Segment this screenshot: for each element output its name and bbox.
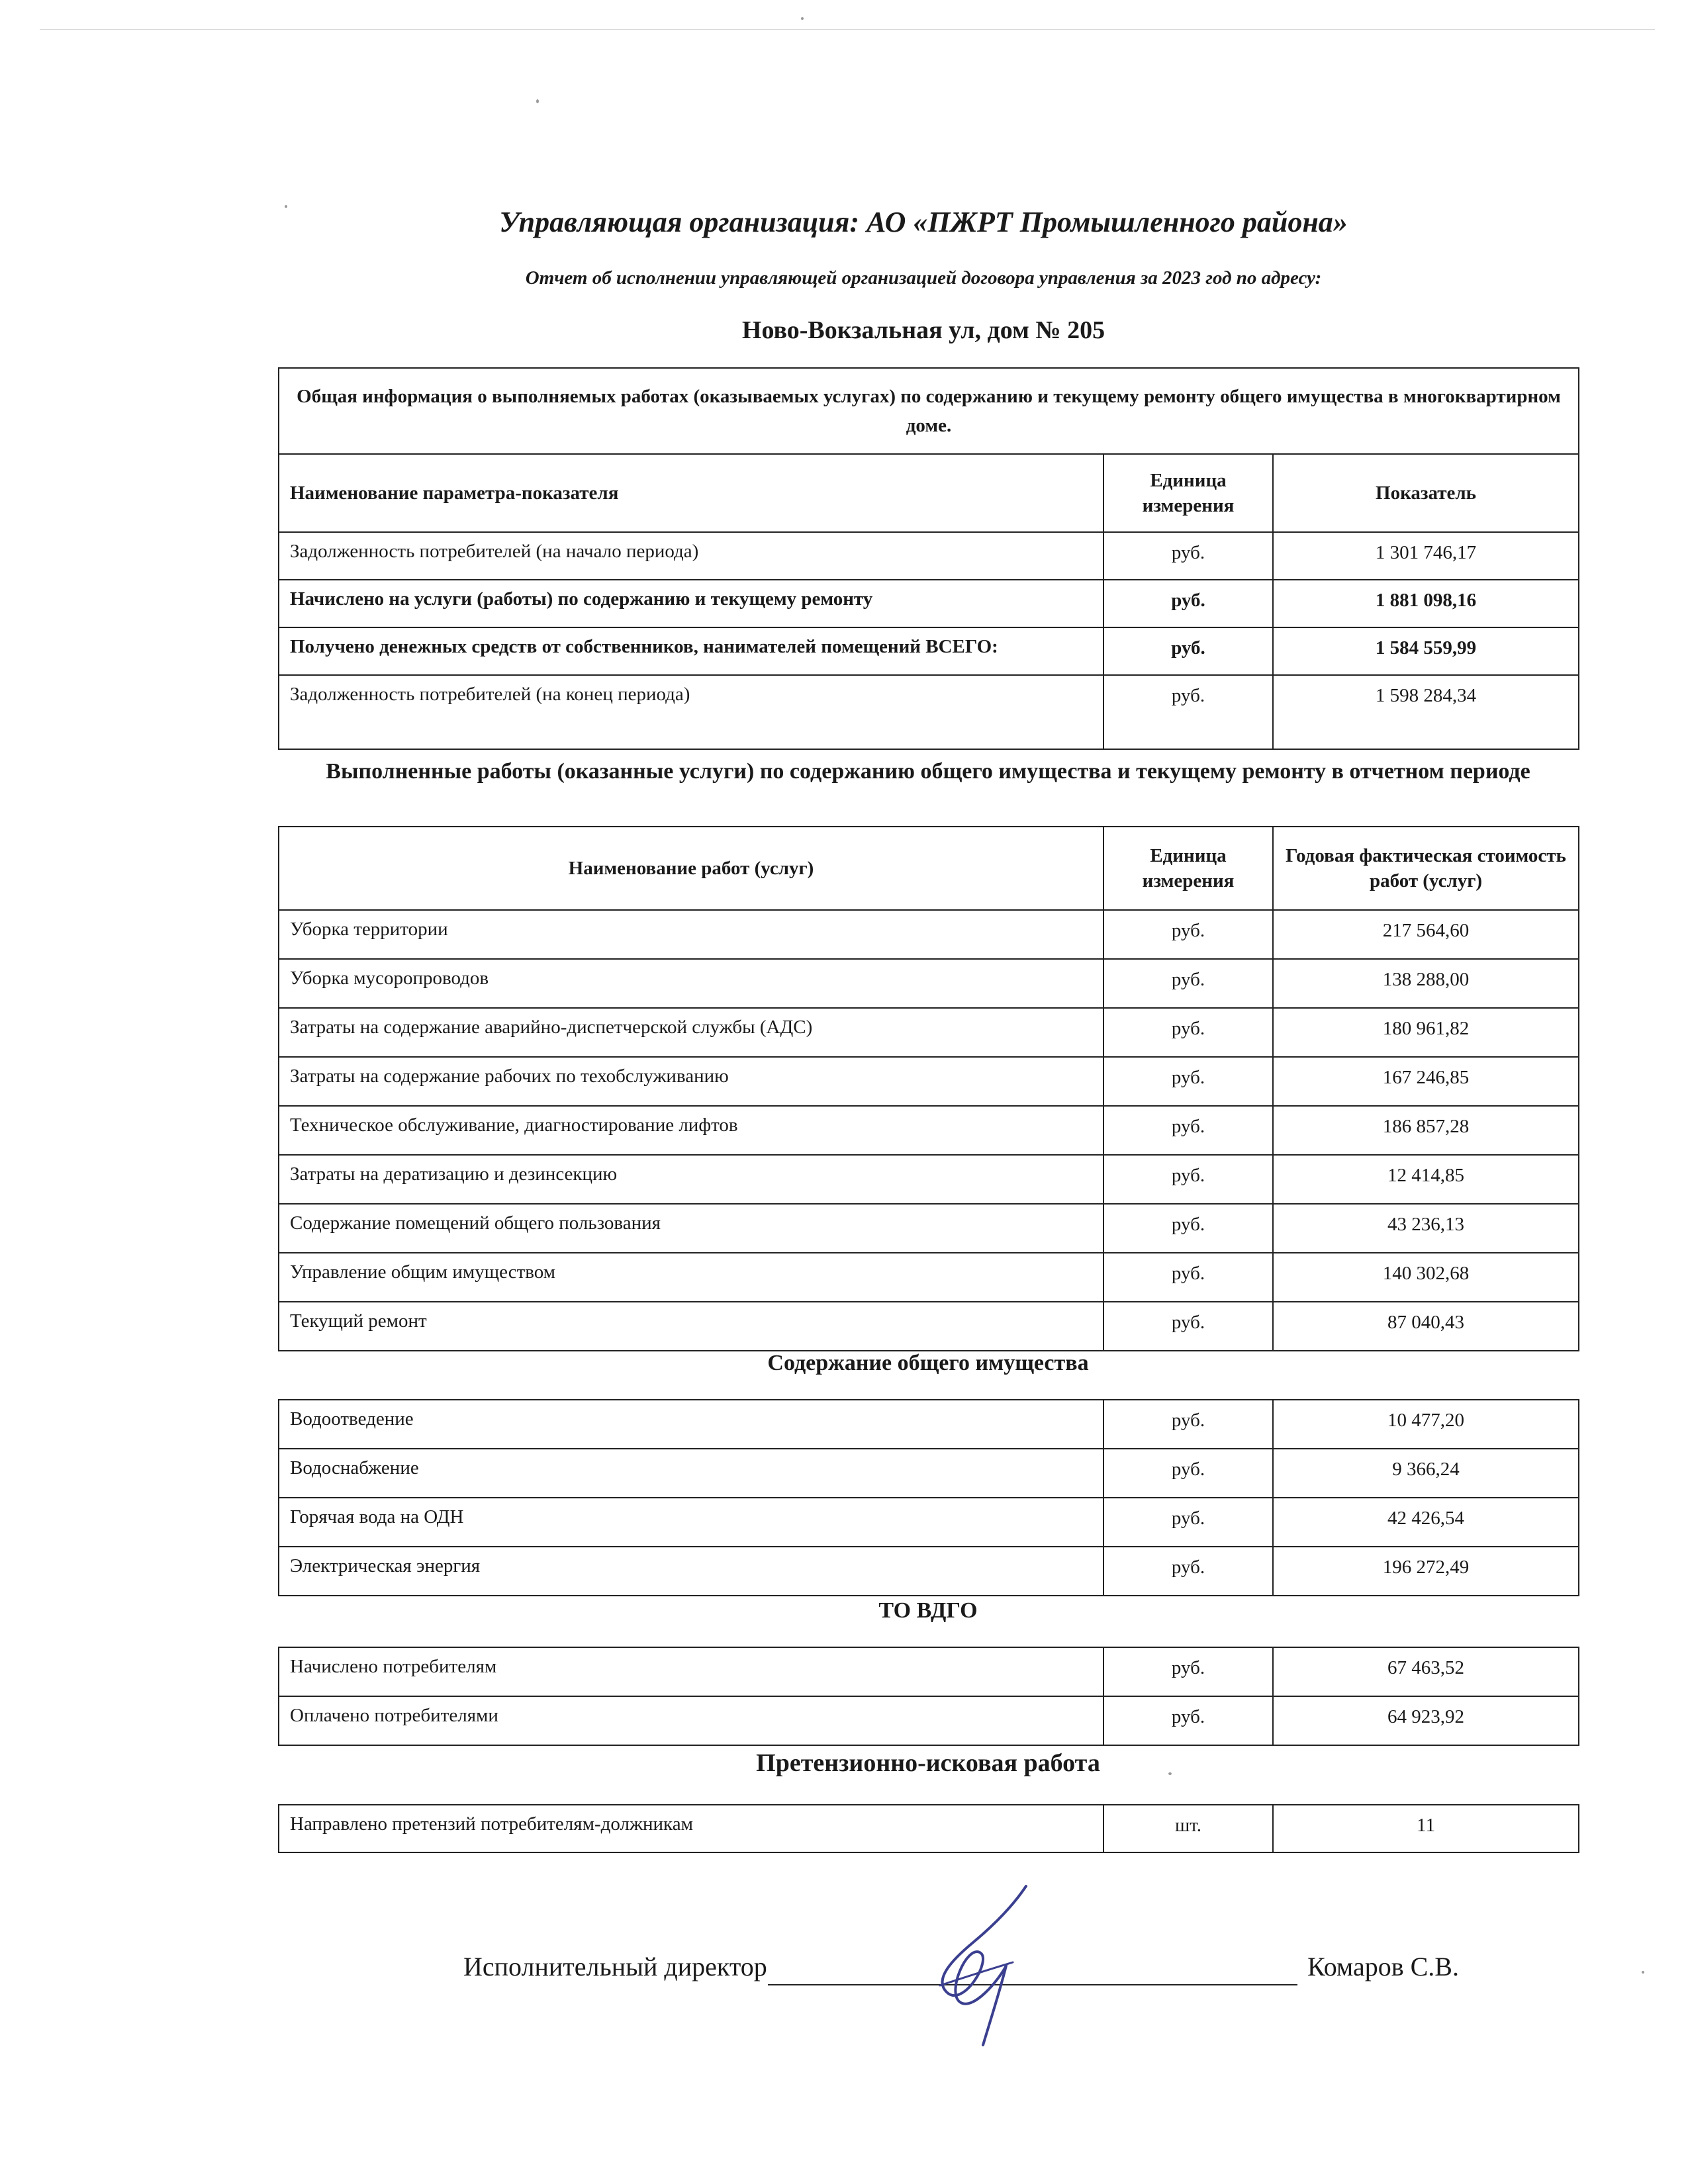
table-row [279,627,1579,675]
row-value: 1 301 746,17 [1273,532,1579,580]
table-row [279,1547,1579,1596]
row-unit: руб. [1103,1106,1273,1155]
row-label: Начислено потребителям [279,1647,1103,1696]
row-label: Уборка территории [279,910,1103,959]
table-row [279,1498,1579,1547]
table-row [279,1400,1579,1449]
table-row [279,580,1579,627]
row-label: Затраты на содержание рабочих по техобслуживанию [279,1057,1103,1106]
table-row [279,1647,1579,1696]
row-unit: руб. [1103,1253,1273,1302]
common-property-table [278,1399,1579,1596]
column-header-value: Показатель [1273,454,1579,532]
row-label: Содержание помещений общего пользования [279,1204,1103,1253]
row-label: Электрическая энергия [279,1547,1103,1596]
signature-block [0,1951,1688,1991]
claims-table [278,1804,1579,1853]
completed-works-title: Выполненные работы (оказанные услуги) по содержанию общего имущества и текущему ремонту в отчетном периоде [326,759,1530,784]
row-unit: руб. [1103,1204,1273,1253]
row-value: 64 923,92 [1273,1696,1579,1745]
report-subtitle: Отчет об исполнении управляющей организацией договора управления за 2023 год по адресу: [525,267,1322,289]
organization-title: Управляющая организация: АО «ПЖРТ Промышленного района» [499,206,1348,238]
row-label: Водоотведение [279,1400,1103,1449]
row-label: Задолженность потребителей (на начало периода) [279,532,1103,580]
row-value: 11 [1273,1805,1579,1852]
row-value: 10 477,20 [1273,1400,1579,1449]
scan-speck [801,17,804,20]
row-label: Водоснабжение [279,1449,1103,1498]
table-row [279,1057,1579,1106]
row-label: Направлено претензий потребителям-должникам [279,1805,1103,1852]
row-label: Текущий ремонт [279,1302,1103,1351]
row-value: 42 426,54 [1273,1498,1579,1547]
scan-speck [536,99,539,103]
row-value: 9 366,24 [1273,1449,1579,1498]
row-label: Управление общим имуществом [279,1253,1103,1302]
table-row [279,532,1579,580]
row-value: 1 598 284,34 [1273,675,1579,749]
gas-equipment-table [278,1647,1579,1746]
handwritten-signature [900,1880,1059,2052]
row-unit: руб. [1103,1155,1273,1204]
general-info-table [278,367,1579,750]
row-unit: руб. [1103,959,1273,1008]
row-label: Уборка мусоропроводов [279,959,1103,1008]
table-row [279,1449,1579,1498]
row-unit: руб. [1103,675,1273,749]
row-label: Затраты на содержание аварийно-диспетчерской службы (АДС) [279,1008,1103,1057]
row-value: 167 246,85 [1273,1057,1579,1106]
row-label: Затраты на дератизацию и дезинсекцию [279,1155,1103,1204]
column-header-parameter: Наименование параметра-показателя [279,454,1103,532]
row-label: Оплачено потребителями [279,1696,1103,1745]
row-label: Техническое обслуживание, диагностирование лифтов [279,1106,1103,1155]
row-label: Задолженность потребителей (на конец периода) [279,675,1103,749]
row-unit: руб. [1103,1400,1273,1449]
table-row [279,910,1579,959]
table-row [279,1302,1579,1351]
signatory-name: Комаров С.В. [1307,1952,1459,1981]
row-unit: руб. [1103,1498,1273,1547]
row-unit: руб. [1103,1057,1273,1106]
row-value: 196 272,49 [1273,1547,1579,1596]
signatory-title: Исполнительный директор [463,1952,767,1981]
row-value: 138 288,00 [1273,959,1579,1008]
row-label: Горячая вода на ОДН [279,1498,1103,1547]
row-unit: руб. [1103,1449,1273,1498]
row-value: 140 302,68 [1273,1253,1579,1302]
maintenance-section-title: Содержание общего имущества [767,1351,1089,1375]
row-value: 87 040,43 [1273,1302,1579,1351]
general-info-caption: Общая информация о выполняемых работах (оказываемых услугах) по содержанию и текущему ремонту общего имущества в многоквартирном доме. [279,368,1579,454]
table-row [279,1253,1579,1302]
address: Ново-Вокзальная ул, дом № 205 [741,316,1105,344]
column-header-unit: Единица измерения [1103,454,1273,532]
column-header-work: Наименование работ (услуг) [279,827,1103,910]
row-unit: руб. [1103,910,1273,959]
row-unit: руб. [1103,1647,1273,1696]
table-row [279,1008,1579,1057]
row-unit: шт. [1103,1805,1273,1852]
table-row [279,675,1579,749]
row-value: 67 463,52 [1273,1647,1579,1696]
row-value: 217 564,60 [1273,910,1579,959]
gas-equipment-section-title: ТО ВДГО [878,1598,978,1623]
row-label: Начислено на услуги (работы) по содержанию и текущему ремонту [279,580,1103,627]
claims-section-title: Претензионно-исковая работа [756,1749,1100,1777]
row-value: 12 414,85 [1273,1155,1579,1204]
row-value: 1 881 098,16 [1273,580,1579,627]
row-label: Получено денежных средств от собственников, нанимателей помещений ВСЕГО: [279,627,1103,675]
row-value: 1 584 559,99 [1273,627,1579,675]
row-unit: руб. [1103,1547,1273,1596]
row-value: 43 236,13 [1273,1204,1579,1253]
table-row [279,959,1579,1008]
table-row [279,1155,1579,1204]
table-row [279,1696,1579,1745]
table-row [279,1805,1579,1852]
row-value: 186 857,28 [1273,1106,1579,1155]
table-row [279,1106,1579,1155]
column-header-unit: Единица измерения [1103,827,1273,910]
column-header-cost: Годовая фактическая стоимость работ (услуг) [1273,827,1579,910]
row-unit: руб. [1103,1696,1273,1745]
row-unit: руб. [1103,1302,1273,1351]
completed-works-table [278,826,1579,1351]
scan-edge-line [40,29,1655,30]
table-row [279,1204,1579,1253]
row-unit: руб. [1103,1008,1273,1057]
row-unit: руб. [1103,627,1273,675]
row-unit: руб. [1103,532,1273,580]
row-value: 180 961,82 [1273,1008,1579,1057]
row-unit: руб. [1103,580,1273,627]
